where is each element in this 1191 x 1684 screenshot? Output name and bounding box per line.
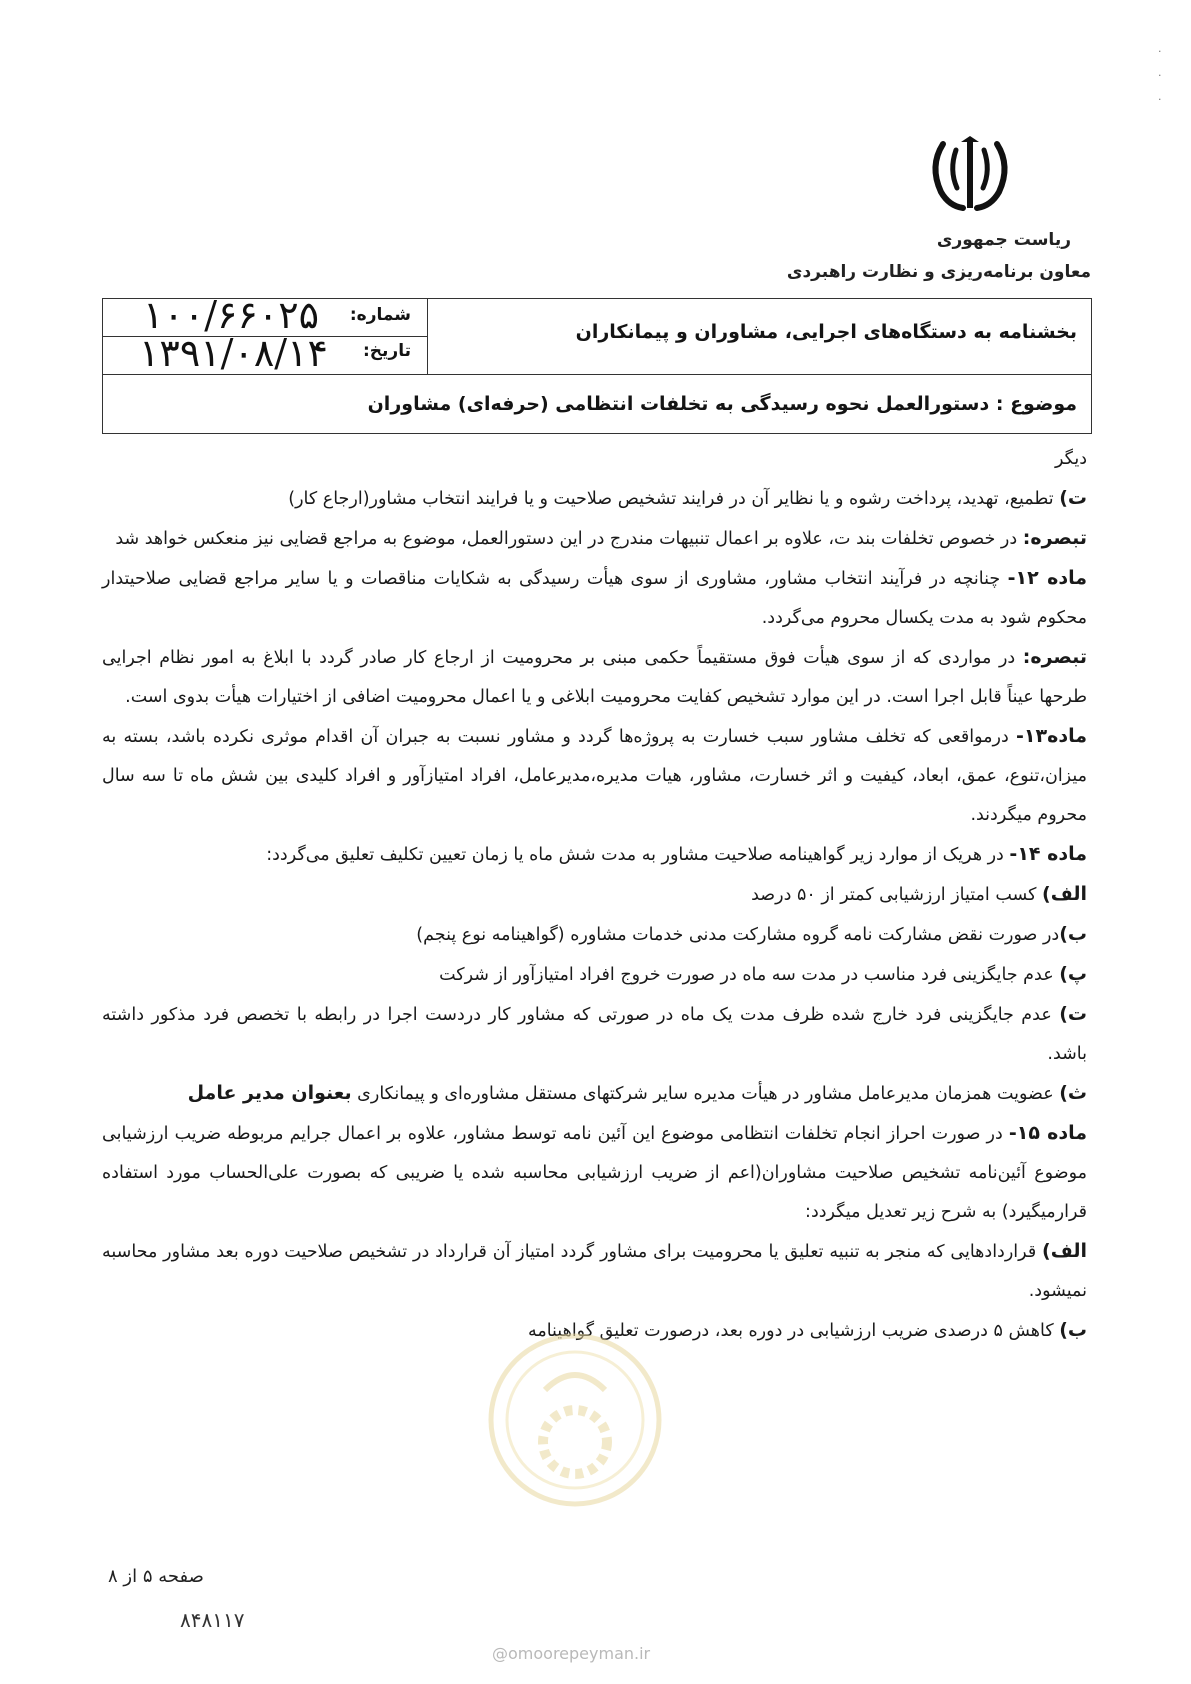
clause-label: ت) [1059, 487, 1087, 509]
header-box [102, 293, 1092, 434]
paragraph [102, 1114, 1087, 1232]
paragraph-text: عضویت همزمان مدیرعامل مشاور در هیأت مدیره سایر شرکتهای مستقل مشاوره‌ای و پیمانکاری [351, 1084, 1060, 1104]
org-title-presidency: ریاست جمهوری [936, 230, 1071, 250]
paragraph-text: عدم جایگزینی فرد خارج شده ظرف مدت یک ماه در صورتی که مشاور کار دردست اجرا در رابطه با تخصص فرد مذکور داشته باشد. [102, 1005, 1087, 1064]
number-label: شماره: [349, 305, 411, 325]
paragraph [102, 638, 1087, 717]
addressee-line: بخشنامه به دستگاه‌های اجرایی، مشاوران و پیمانکاران [575, 321, 1077, 343]
document-code: ۸۴۸۱۱۷ [180, 1608, 245, 1632]
clause-label: پ) [1059, 963, 1087, 985]
clause-label: ب) [1059, 1319, 1087, 1341]
paragraph-text: دیگر [1055, 449, 1087, 469]
paragraph-text: در صورت احراز انجام تخلفات انتظامی موضوع این آئین نامه توسط مشاور، علاوه بر اعمال جرایم مربوطه ضریب ارزشیابی موضوع آئین‌نامه تشخیص صلاحیت مشاوران(اعم از ضریب ارزشیابی محاسبه شده یا ضریبی که بصورت علی‌الحساب مورد استفاده قرارمیگیرد) به شرح زیر تعدیل میگردد: [102, 1124, 1087, 1222]
paragraph-text: تطمیع، تهدید، پرداخت رشوه و یا نظایر آن در فرایند تشخیص صلاحیت و یا فرایند انتخاب مشاور(ارجاع کار) [288, 489, 1060, 509]
box-divider-vertical [427, 299, 428, 374]
paragraph-text: چنانچه در فرآیند انتخاب مشاور، مشاوری از سوی هیأت رسیدگی به شکایات مناقصات و یا سایر مراجع قضایی صلاحیتدار محکوم شود به مدت یکسال محروم می‌گردد. [102, 569, 1087, 628]
paragraph-text: در صورت نقض مشارکت نامه گروه مشارکت مدنی خدمات مشاوره (گواهینامه نوع پنجم) [416, 925, 1060, 945]
number-value: ۱۰۰/۶۶۰۲۵ [143, 293, 320, 337]
bold-phrase: بعنوان مدیر عامل [187, 1082, 352, 1104]
document-body [102, 440, 1087, 1351]
paragraph [102, 955, 1087, 995]
paragraph-text: عدم جایگزینی فرد مناسب در مدت سه ماه در صورت خروج افراد امتیازآور از شرکت [439, 965, 1060, 985]
clause-label: تبصره: [1022, 527, 1087, 549]
article-label: ماده۱۳- [1016, 725, 1087, 747]
paragraph [102, 835, 1087, 875]
clause-label: ب) [1059, 923, 1087, 945]
article-label: ماده ۱۴- [1009, 843, 1087, 865]
date-label: تاریخ: [363, 341, 411, 361]
org-title-deputy: معاون برنامه‌ریزی و نظارت راهبردی [786, 262, 1091, 282]
paragraph [102, 1074, 1087, 1114]
clause-label: ث) [1059, 1082, 1087, 1104]
clause-label: تبصره: [1022, 646, 1087, 668]
paragraph-text: در خصوص تخلفات بند ت، علاوه بر اعمال تنبیهات مندرج در این دستورالعمل، موضوع به مراجع قضایی نیز منعکس خواهد شد [115, 529, 1023, 549]
paragraph-text: در مواردی که از سوی هیأت فوق مستقیماً حکمی مبنی بر محرومیت از ارجاع کار صادر گردد با ابلاغ به امور نظام اجرایی طرحها عیناً قابل اجرا است. در این موارد تشخیص کفایت محرومیت ابلاغی و یا اعمال محرومیت اضافی از اختیارات هیأت بدوی است. [102, 648, 1087, 707]
paragraph [102, 915, 1087, 955]
paragraph [102, 479, 1087, 519]
subject-line: موضوع : دستورالعمل نحوه رسیدگی به تخلفات انتظامی (حرفه‌ای) مشاوران [367, 393, 1077, 415]
page-number: صفحه ۵ از ۸ [108, 1566, 204, 1587]
clause-label: الف) [1042, 883, 1087, 905]
paragraph-text: قراردادهایی که منجر به تنبیه تعلیق یا محرومیت برای مشاور گردد امتیاز آن قرارداد در تشخیص صلاحیت دوره بعد مشاور محاسبه نمیشود. [102, 1242, 1087, 1301]
paragraph-text: در هریک از موارد زیر گواهینامه صلاحیت مشاور به مدت شش ماه یا زمان تعیین تکلیف تعلیق می‌گردد: [266, 845, 1010, 865]
paragraph [102, 717, 1087, 835]
date-value: ۱۳۹۱/۰۸/۱۴ [139, 331, 328, 375]
paragraph [102, 1232, 1087, 1311]
corner-dots: · · · [1158, 45, 1162, 106]
paragraph [102, 519, 1087, 559]
paragraph [102, 875, 1087, 915]
clause-label: ت) [1059, 1003, 1087, 1025]
paragraph-text: کسب امتیاز ارزشیابی کمتر از ۵۰ درصد [751, 885, 1043, 905]
article-label: ماده ۱۲- [1007, 567, 1087, 589]
paragraph [102, 995, 1087, 1074]
watermark-seal-icon [485, 1330, 665, 1510]
paragraph [102, 440, 1087, 479]
article-label: ماده ۱۵- [1008, 1122, 1087, 1144]
iran-emblem-icon [925, 136, 1015, 216]
paragraph [102, 559, 1087, 638]
watermark-site: @omoorepeyman.ir [492, 1644, 651, 1663]
clause-label: الف) [1042, 1240, 1087, 1262]
paragraph-text: کاهش ۵ درصدی ضریب ارزشیابی در دوره بعد، درصورت تعلیق گواهینامه [527, 1321, 1060, 1341]
paragraph-text: درمواقعی که تخلف مشاور سبب خسارت به پروژه‌ها گردد و مشاور نسبت به جبران آن اقدام موثری نکرده باشد، بسته به میزان،تنوع، عمق، ابعاد، کیفیت و اثر خسارت، مشاور، هیات مدیره،مدیرعامل، افراد امتیازآور و افراد کلیدی بین شش ماه تا سه سال محروم میگردند. [102, 727, 1087, 825]
